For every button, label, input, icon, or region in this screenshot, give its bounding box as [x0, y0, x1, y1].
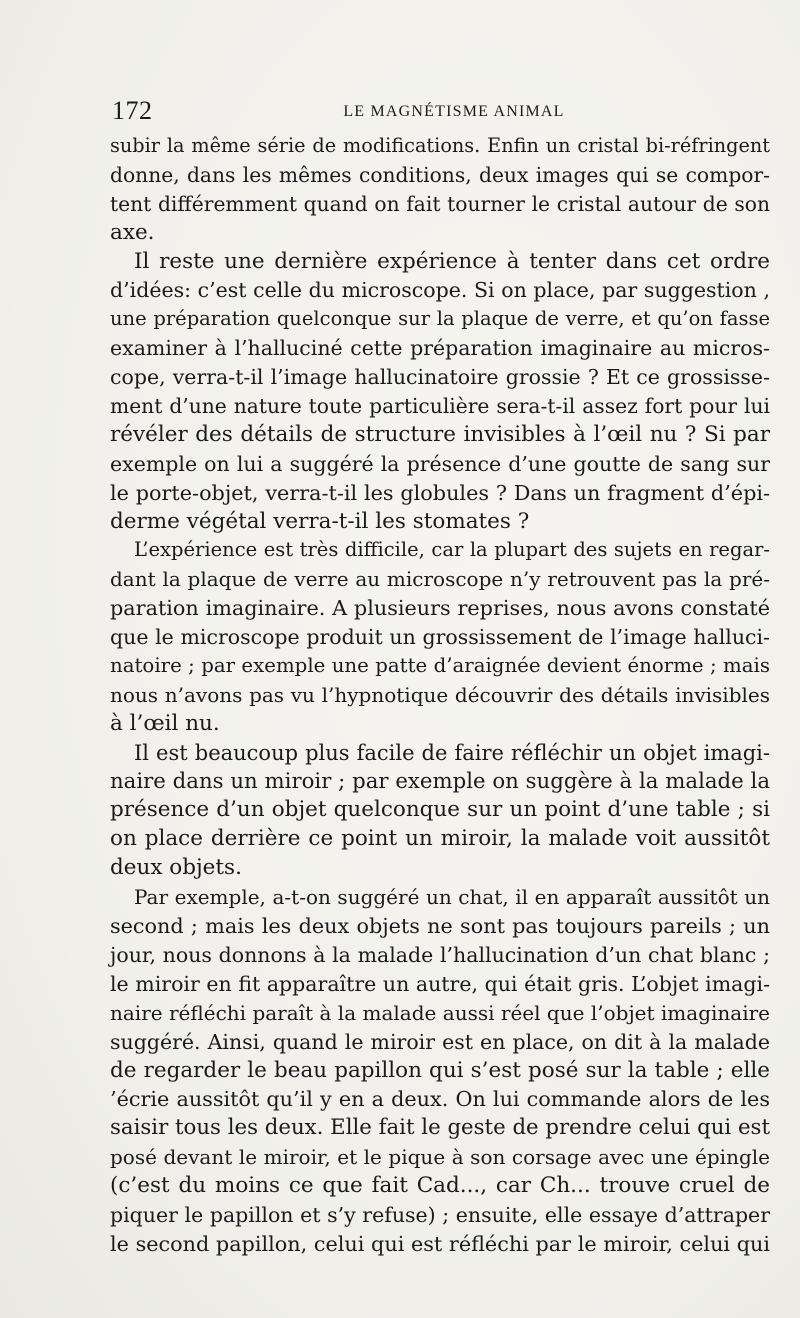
text-line: posé devant le miroir, et le pique à son corsage avec une épingle: [110, 1145, 770, 1170]
running-head: LE MAGNÉTISME ANIMAL: [343, 103, 565, 120]
text-line: nous n’avons pas vu l’hypnotique découvrir des détails invisibles: [110, 682, 770, 707]
text-line: naire réfléchi paraît à la malade aussi réel que l’objet imaginaire: [110, 1000, 770, 1025]
text-line: naire dans un miroir ; par exemple on suggère à la malade la: [110, 768, 770, 794]
text-line: dant la plaque de verre au microscope n’y retrouvent pas la pré-: [110, 567, 770, 592]
text-line: Il reste une dernière expérience à tenter dans cet ordre: [134, 248, 770, 274]
text-line: (c’est du moins ce que fait Cad..., car Ch... trouve cruel de: [110, 1173, 770, 1199]
text-line: ment d’une nature toute particulière sera-t-il assez fort pour lui: [110, 394, 770, 419]
text-line: Il est beaucoup plus facile de faire réfléchir un objet imagi-: [134, 740, 770, 765]
page-header: [112, 96, 768, 126]
text-line: ’écrie aussitôt qu’il y en a deux. On lui commande alors de les: [110, 1087, 770, 1112]
body-text: [110, 132, 770, 1259]
text-line: deux objets.: [110, 855, 242, 881]
text-line: révéler des détails de structure invisibles à l’œil nu ? Si par: [110, 421, 770, 447]
text-line: second ; mais les deux objets ne sont pas toujours pareils ; un: [110, 914, 770, 939]
text-line: cope, verra-t-il l’image hallucinatoire grossie ? Et ce grossisse-: [110, 365, 770, 390]
text-line: tent différemment quand on fait tourner le cristal autour de son: [110, 191, 770, 216]
text-line: piquer le papillon et s’y refuse) ; ensuite, elle essaye d’attraper: [110, 1202, 770, 1227]
text-line: natoire ; par exemple une patte d’araignée devient énorme ; mais: [110, 654, 770, 678]
text-line: que le microscope produit un grossissement de l’image halluci-: [110, 625, 770, 650]
text-line: présence d’un objet quelconque sur un point d’une table ; si: [110, 797, 770, 823]
text-line: donne, dans les mêmes conditions, deux images qui se compor-: [110, 162, 770, 187]
text-line: exemple on lui a suggéré la présence d’une goutte de sang sur: [110, 451, 770, 476]
text-line: Par exemple, a-t-on suggéré un chat, il en apparaît aussitôt un: [134, 885, 770, 910]
text-line: de regarder le beau papillon qui s’est posé sur la table ; elle: [110, 1057, 770, 1083]
text-line: à l’œil nu.: [110, 710, 220, 736]
text-line: L’expérience est très difficile, car la plupart des sujets en regar-: [134, 538, 770, 562]
text-line: examiner à l’halluciné cette préparation imaginaire au micros-: [110, 336, 770, 361]
text-line: jour, nous donnons à la malade l’hallucination d’un chat blanc ;: [110, 942, 770, 967]
text-line: subir la même série de modifications. Enfin un cristal bi-réfringent: [110, 134, 770, 157]
text-line: derme végétal verra-t-il les stomates ?: [110, 508, 530, 534]
page-number: 172: [112, 96, 153, 125]
text-line: saisir tous les deux. Elle fait le geste de prendre celui qui est: [110, 1115, 770, 1141]
text-line: paration imaginaire. A plusieurs reprises, nous avons constaté: [110, 596, 770, 621]
text-line: le miroir en fit apparaître un autre, qui était gris. L’objet imagi-: [110, 971, 770, 996]
text-line: le porte-objet, verra-t-il les globules ? Dans un fragment d’épi-: [110, 480, 770, 505]
text-line: une préparation quelconque sur la plaque de verre, et qu’on fasse: [110, 307, 770, 331]
text-line: le second papillon, celui qui est réfléchi par le miroir, celui qui: [110, 1231, 770, 1256]
text-line: on place derrière ce point un miroir, la malade voit aussitôt: [110, 826, 770, 852]
text-line: d’idées: c’est celle du microscope. Si on place, par suggestion ,: [110, 278, 770, 303]
text-line: axe.: [110, 219, 155, 245]
text-line: suggéré. Ainsi, quand le miroir est en place, on dit à la malade: [110, 1029, 770, 1054]
